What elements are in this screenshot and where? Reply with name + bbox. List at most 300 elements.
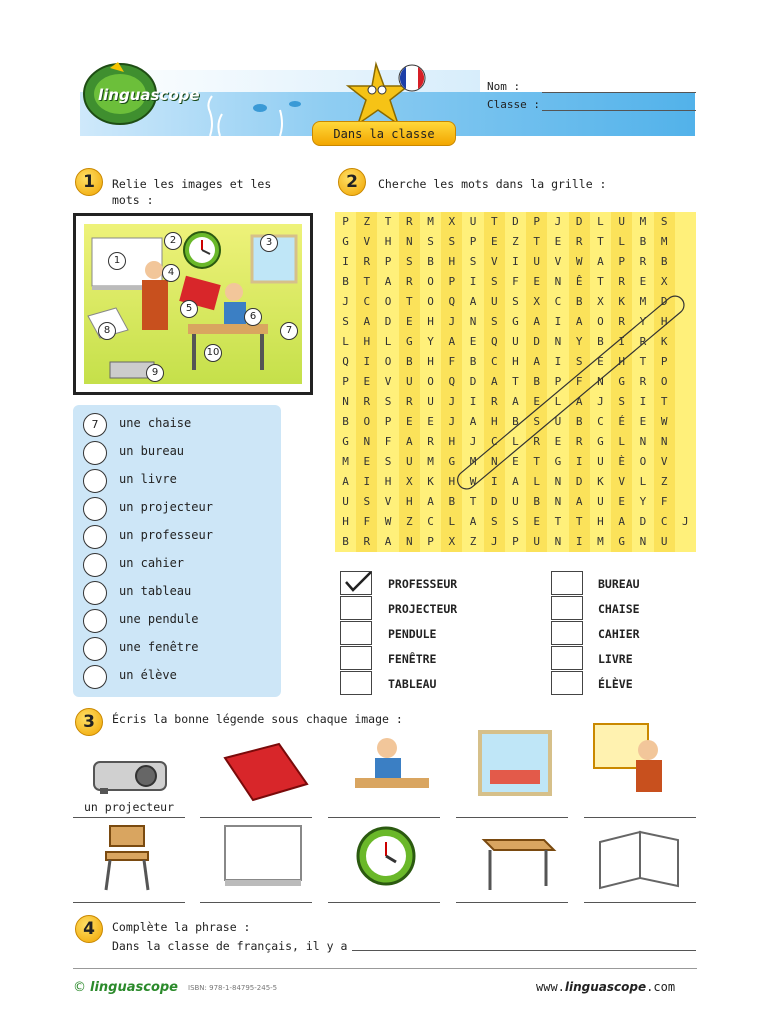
- grid-letter[interactable]: I: [618, 335, 625, 348]
- grid-letter[interactable]: R: [639, 255, 647, 268]
- grid-letter[interactable]: Q: [490, 335, 498, 348]
- grid-letter[interactable]: U: [554, 415, 562, 428]
- grid-letter[interactable]: K: [427, 475, 434, 488]
- grid-letter[interactable]: O: [427, 295, 434, 308]
- grid-letter[interactable]: G: [342, 435, 349, 448]
- grid-letter[interactable]: D: [575, 215, 583, 228]
- grid-letter[interactable]: V: [660, 455, 668, 468]
- grid-letter[interactable]: T: [597, 275, 604, 288]
- grid-letter[interactable]: T: [597, 235, 604, 248]
- grid-letter[interactable]: L: [597, 215, 604, 228]
- grid-letter[interactable]: S: [490, 315, 498, 328]
- grid-letter[interactable]: O: [660, 375, 668, 388]
- grid-letter[interactable]: T: [575, 515, 583, 528]
- grid-letter[interactable]: R: [406, 275, 413, 288]
- grid-letter[interactable]: N: [342, 395, 349, 408]
- grid-letter[interactable]: M: [597, 535, 604, 548]
- grid-letter[interactable]: J: [448, 315, 456, 328]
- answer-line[interactable]: [200, 902, 312, 903]
- grid-letter[interactable]: C: [490, 355, 498, 368]
- grid-letter[interactable]: N: [469, 315, 477, 328]
- grid-letter[interactable]: S: [533, 415, 541, 428]
- grid-letter[interactable]: R: [575, 235, 583, 248]
- grid-letter[interactable]: I: [490, 475, 498, 488]
- answer-line[interactable]: [200, 817, 312, 818]
- answer-line[interactable]: [73, 902, 185, 903]
- grid-letter[interactable]: P: [384, 255, 392, 268]
- answer-line[interactable]: [328, 817, 440, 818]
- grid-letter[interactable]: J: [597, 395, 604, 408]
- word-checkbox[interactable]: [551, 671, 583, 695]
- grid-letter[interactable]: N: [660, 435, 668, 448]
- grid-letter[interactable]: E: [533, 275, 541, 288]
- grid-letter[interactable]: J: [448, 415, 456, 428]
- grid-letter[interactable]: P: [660, 355, 668, 368]
- grid-letter[interactable]: U: [342, 495, 349, 508]
- grid-letter[interactable]: L: [554, 395, 562, 408]
- grid-letter[interactable]: I: [639, 395, 647, 408]
- grid-letter[interactable]: P: [448, 275, 456, 288]
- grid-letter[interactable]: A: [575, 495, 583, 508]
- grid-letter[interactable]: P: [554, 375, 562, 388]
- grid-letter[interactable]: Z: [469, 535, 477, 548]
- grid-letter[interactable]: T: [554, 515, 562, 528]
- grid-letter[interactable]: B: [575, 295, 583, 308]
- grid-letter[interactable]: I: [554, 355, 562, 368]
- grid-letter[interactable]: A: [512, 475, 519, 488]
- grid-letter[interactable]: U: [660, 535, 668, 548]
- grid-letter[interactable]: E: [469, 335, 477, 348]
- grid-letter[interactable]: A: [406, 435, 413, 448]
- grid-letter[interactable]: M: [342, 455, 349, 468]
- grid-letter[interactable]: D: [533, 335, 541, 348]
- grid-letter[interactable]: Y: [575, 335, 583, 348]
- grid-letter[interactable]: Z: [363, 215, 371, 228]
- grid-letter[interactable]: A: [490, 375, 498, 388]
- grid-letter[interactable]: U: [533, 535, 541, 548]
- grid-letter[interactable]: Z: [512, 235, 519, 248]
- grid-letter[interactable]: N: [639, 535, 647, 548]
- grid-letter[interactable]: D: [575, 475, 583, 488]
- grid-letter[interactable]: V: [490, 255, 498, 268]
- word-checkbox[interactable]: [340, 571, 372, 595]
- grid-letter[interactable]: W: [469, 475, 477, 488]
- grid-letter[interactable]: R: [618, 275, 625, 288]
- grid-letter[interactable]: E: [406, 415, 413, 428]
- grid-letter[interactable]: O: [384, 355, 392, 368]
- grid-letter[interactable]: L: [342, 335, 349, 348]
- grid-letter[interactable]: A: [575, 315, 583, 328]
- grid-letter[interactable]: B: [639, 235, 647, 248]
- grid-letter[interactable]: X: [448, 215, 456, 228]
- grid-letter[interactable]: N: [554, 335, 562, 348]
- grid-letter[interactable]: T: [406, 295, 413, 308]
- grid-letter[interactable]: L: [448, 515, 456, 528]
- answer-circle[interactable]: 7: [83, 413, 107, 437]
- grid-letter[interactable]: V: [554, 255, 562, 268]
- grid-letter[interactable]: D: [384, 315, 392, 328]
- grid-letter[interactable]: J: [554, 215, 562, 228]
- grid-letter[interactable]: T: [639, 355, 647, 368]
- grid-letter[interactable]: U: [512, 335, 519, 348]
- grid-letter[interactable]: C: [363, 295, 371, 308]
- answer-line[interactable]: [73, 817, 185, 818]
- grid-letter[interactable]: X: [406, 475, 413, 488]
- grid-letter[interactable]: U: [427, 395, 434, 408]
- grid-letter[interactable]: G: [597, 435, 604, 448]
- grid-letter[interactable]: G: [554, 455, 562, 468]
- grid-letter[interactable]: R: [533, 435, 541, 448]
- grid-letter[interactable]: W: [660, 415, 668, 428]
- grid-letter[interactable]: R: [363, 255, 371, 268]
- grid-letter[interactable]: S: [490, 275, 498, 288]
- grid-letter[interactable]: S: [448, 235, 456, 248]
- grid-letter[interactable]: S: [490, 515, 498, 528]
- grid-letter[interactable]: R: [575, 435, 583, 448]
- grid-letter[interactable]: W: [384, 515, 392, 528]
- answer-circle[interactable]: [83, 441, 107, 465]
- word-search-grid[interactable]: [335, 212, 696, 552]
- grid-letter[interactable]: T: [384, 215, 392, 228]
- answer-line[interactable]: [456, 817, 568, 818]
- grid-letter[interactable]: P: [342, 375, 349, 388]
- grid-letter[interactable]: S: [618, 395, 625, 408]
- grid-letter[interactable]: P: [533, 215, 541, 228]
- grid-letter[interactable]: A: [618, 515, 625, 528]
- grid-letter[interactable]: E: [533, 515, 541, 528]
- grid-letter[interactable]: G: [618, 535, 625, 548]
- grid-letter[interactable]: E: [406, 315, 413, 328]
- answer-line[interactable]: [584, 817, 696, 818]
- grid-letter[interactable]: H: [384, 475, 392, 488]
- word-checkbox[interactable]: [340, 646, 372, 670]
- grid-letter[interactable]: R: [406, 395, 413, 408]
- grid-letter[interactable]: U: [597, 455, 604, 468]
- grid-letter[interactable]: B: [406, 355, 413, 368]
- grid-letter[interactable]: I: [554, 315, 562, 328]
- grid-letter[interactable]: N: [554, 535, 562, 548]
- grid-letter[interactable]: L: [384, 335, 392, 348]
- grid-letter[interactable]: A: [533, 355, 541, 368]
- grid-letter[interactable]: Q: [448, 375, 456, 388]
- grid-letter[interactable]: O: [597, 315, 604, 328]
- grid-letter[interactable]: T: [469, 495, 477, 508]
- grid-letter[interactable]: A: [469, 295, 477, 308]
- grid-letter[interactable]: E: [512, 455, 519, 468]
- grid-letter[interactable]: F: [384, 435, 392, 448]
- grid-letter[interactable]: P: [342, 215, 349, 228]
- answer-circle[interactable]: [83, 581, 107, 605]
- grid-letter[interactable]: G: [618, 375, 625, 388]
- grid-letter[interactable]: X: [597, 295, 604, 308]
- answer-circle[interactable]: [83, 665, 107, 689]
- grid-letter[interactable]: R: [639, 335, 647, 348]
- grid-letter[interactable]: A: [342, 475, 349, 488]
- grid-letter[interactable]: H: [427, 355, 434, 368]
- grid-letter[interactable]: F: [660, 495, 668, 508]
- grid-letter[interactable]: B: [533, 495, 541, 508]
- grid-letter[interactable]: J: [469, 435, 477, 448]
- grid-letter[interactable]: A: [469, 415, 477, 428]
- grid-letter[interactable]: X: [660, 275, 668, 288]
- grid-letter[interactable]: A: [533, 315, 541, 328]
- grid-letter[interactable]: D: [639, 515, 647, 528]
- grid-letter[interactable]: N: [406, 235, 413, 248]
- grid-letter[interactable]: K: [618, 295, 625, 308]
- grid-letter[interactable]: C: [660, 515, 668, 528]
- grid-letter[interactable]: L: [618, 435, 625, 448]
- grid-letter[interactable]: D: [512, 215, 519, 228]
- grid-letter[interactable]: P: [427, 535, 434, 548]
- grid-letter[interactable]: N: [639, 435, 647, 448]
- grid-letter[interactable]: C: [554, 295, 562, 308]
- grid-letter[interactable]: Z: [406, 515, 413, 528]
- grid-letter[interactable]: H: [512, 355, 519, 368]
- grid-letter[interactable]: C: [490, 435, 498, 448]
- grid-letter[interactable]: T: [533, 455, 541, 468]
- grid-letter[interactable]: R: [490, 395, 498, 408]
- website-link[interactable]: [536, 980, 675, 994]
- grid-letter[interactable]: E: [533, 395, 541, 408]
- grid-letter[interactable]: S: [469, 255, 477, 268]
- word-checkbox[interactable]: [551, 596, 583, 620]
- grid-letter[interactable]: B: [469, 355, 477, 368]
- word-checkbox[interactable]: [551, 621, 583, 645]
- grid-letter[interactable]: U: [618, 215, 625, 228]
- grid-letter[interactable]: U: [490, 295, 498, 308]
- answer-circle[interactable]: [83, 469, 107, 493]
- grid-letter[interactable]: B: [342, 415, 349, 428]
- grid-letter[interactable]: S: [406, 255, 413, 268]
- grid-letter[interactable]: P: [384, 415, 392, 428]
- grid-letter[interactable]: T: [363, 275, 371, 288]
- grid-letter[interactable]: A: [384, 535, 392, 548]
- grid-letter[interactable]: S: [512, 295, 519, 308]
- grid-letter[interactable]: O: [384, 295, 392, 308]
- grid-letter[interactable]: É: [618, 415, 625, 428]
- grid-letter[interactable]: B: [342, 275, 349, 288]
- grid-letter[interactable]: Y: [639, 315, 647, 328]
- grid-letter[interactable]: K: [660, 335, 668, 348]
- grid-letter[interactable]: Y: [427, 335, 434, 348]
- grid-letter[interactable]: S: [384, 395, 392, 408]
- grid-letter[interactable]: N: [554, 475, 562, 488]
- grid-letter[interactable]: H: [363, 335, 371, 348]
- grid-letter[interactable]: L: [512, 435, 519, 448]
- grid-letter[interactable]: P: [512, 535, 519, 548]
- grid-letter[interactable]: N: [363, 435, 371, 448]
- grid-letter[interactable]: A: [384, 275, 392, 288]
- grid-letter[interactable]: D: [490, 495, 498, 508]
- grid-letter[interactable]: I: [575, 535, 583, 548]
- grid-letter[interactable]: B: [342, 535, 349, 548]
- grid-letter[interactable]: N: [597, 375, 604, 388]
- grid-letter[interactable]: C: [427, 515, 434, 528]
- grid-letter[interactable]: Z: [660, 475, 668, 488]
- grid-letter[interactable]: W: [575, 255, 583, 268]
- grid-letter[interactable]: I: [342, 255, 349, 268]
- grid-letter[interactable]: Q: [342, 355, 349, 368]
- grid-letter[interactable]: S: [575, 355, 583, 368]
- answer-circle[interactable]: [83, 637, 107, 661]
- grid-letter[interactable]: E: [639, 275, 647, 288]
- grid-letter[interactable]: M: [469, 455, 477, 468]
- grid-letter[interactable]: F: [575, 375, 583, 388]
- grid-letter[interactable]: E: [618, 495, 625, 508]
- grid-letter[interactable]: A: [469, 515, 477, 528]
- grid-letter[interactable]: G: [448, 455, 456, 468]
- grid-letter[interactable]: R: [363, 395, 371, 408]
- grid-letter[interactable]: S: [512, 515, 519, 528]
- grid-letter[interactable]: J: [448, 395, 456, 408]
- grid-letter[interactable]: R: [618, 315, 625, 328]
- grid-letter[interactable]: B: [597, 335, 604, 348]
- grid-letter[interactable]: D: [660, 295, 668, 308]
- grid-letter[interactable]: H: [660, 315, 668, 328]
- grid-letter[interactable]: H: [384, 235, 392, 248]
- grid-letter[interactable]: Q: [448, 295, 456, 308]
- answer-circle[interactable]: [83, 553, 107, 577]
- name-field-line[interactable]: [542, 92, 696, 93]
- word-checkbox[interactable]: [340, 621, 372, 645]
- grid-letter[interactable]: E: [554, 235, 562, 248]
- grid-letter[interactable]: H: [597, 515, 604, 528]
- grid-letter[interactable]: L: [639, 475, 647, 488]
- grid-letter[interactable]: F: [448, 355, 456, 368]
- grid-letter[interactable]: N: [490, 455, 498, 468]
- grid-letter[interactable]: S: [384, 455, 392, 468]
- grid-letter[interactable]: L: [533, 475, 541, 488]
- grid-letter[interactable]: T: [660, 395, 668, 408]
- grid-letter[interactable]: V: [618, 475, 625, 488]
- grid-letter[interactable]: C: [597, 415, 604, 428]
- grid-letter[interactable]: A: [575, 395, 583, 408]
- grid-letter[interactable]: H: [448, 435, 456, 448]
- grid-letter[interactable]: U: [469, 215, 477, 228]
- grid-letter[interactable]: K: [597, 475, 604, 488]
- grid-letter[interactable]: F: [512, 275, 519, 288]
- grid-letter[interactable]: H: [448, 255, 456, 268]
- grid-letter[interactable]: A: [597, 255, 604, 268]
- grid-letter[interactable]: A: [427, 495, 434, 508]
- grid-letter[interactable]: S: [660, 215, 668, 228]
- grid-letter[interactable]: R: [406, 215, 413, 228]
- grid-letter[interactable]: J: [342, 295, 349, 308]
- grid-letter[interactable]: T: [490, 215, 498, 228]
- grid-letter[interactable]: M: [427, 455, 434, 468]
- grid-letter[interactable]: T: [533, 235, 541, 248]
- grid-letter[interactable]: S: [363, 495, 371, 508]
- grid-letter[interactable]: B: [448, 495, 456, 508]
- grid-letter[interactable]: H: [427, 315, 434, 328]
- grid-letter[interactable]: O: [639, 455, 647, 468]
- grid-letter[interactable]: N: [554, 275, 562, 288]
- grid-letter[interactable]: A: [448, 335, 456, 348]
- grid-letter[interactable]: N: [406, 535, 413, 548]
- grid-letter[interactable]: N: [554, 495, 562, 508]
- grid-letter[interactable]: V: [363, 235, 371, 248]
- grid-letter[interactable]: B: [427, 255, 434, 268]
- grid-letter[interactable]: E: [554, 435, 562, 448]
- grid-letter[interactable]: H: [618, 355, 625, 368]
- class-field-line[interactable]: [542, 110, 696, 111]
- grid-letter[interactable]: S: [342, 315, 349, 328]
- grid-letter[interactable]: I: [363, 355, 371, 368]
- grid-letter[interactable]: H: [342, 515, 349, 528]
- grid-letter[interactable]: Ê: [575, 275, 583, 288]
- grid-letter[interactable]: O: [427, 375, 434, 388]
- grid-letter[interactable]: U: [512, 495, 519, 508]
- sentence-answer-line[interactable]: [352, 950, 696, 951]
- grid-letter[interactable]: A: [512, 395, 519, 408]
- word-checkbox[interactable]: [340, 671, 372, 695]
- grid-letter[interactable]: E: [363, 375, 371, 388]
- grid-letter[interactable]: I: [575, 455, 583, 468]
- grid-letter[interactable]: I: [469, 275, 477, 288]
- grid-letter[interactable]: V: [384, 375, 392, 388]
- grid-letter[interactable]: L: [618, 235, 625, 248]
- grid-letter[interactable]: X: [448, 535, 456, 548]
- grid-letter[interactable]: O: [427, 275, 434, 288]
- grid-letter[interactable]: A: [363, 315, 371, 328]
- grid-letter[interactable]: H: [448, 475, 456, 488]
- grid-letter[interactable]: B: [575, 415, 583, 428]
- grid-letter[interactable]: O: [363, 415, 371, 428]
- answer-line[interactable]: [584, 902, 696, 903]
- grid-letter[interactable]: F: [363, 515, 371, 528]
- answer-circle[interactable]: [83, 525, 107, 549]
- grid-letter[interactable]: Y: [639, 495, 647, 508]
- grid-letter[interactable]: U: [406, 455, 413, 468]
- grid-letter[interactable]: S: [427, 235, 434, 248]
- grid-letter[interactable]: E: [639, 415, 647, 428]
- grid-letter[interactable]: V: [384, 495, 392, 508]
- grid-letter[interactable]: X: [533, 295, 541, 308]
- grid-letter[interactable]: G: [512, 315, 519, 328]
- grid-letter[interactable]: H: [406, 495, 413, 508]
- grid-letter[interactable]: E: [427, 415, 434, 428]
- grid-letter[interactable]: U: [406, 375, 413, 388]
- grid-letter[interactable]: U: [597, 495, 604, 508]
- grid-letter[interactable]: G: [406, 335, 413, 348]
- grid-letter[interactable]: J: [490, 535, 498, 548]
- grid-letter[interactable]: B: [660, 255, 668, 268]
- grid-letter[interactable]: T: [512, 375, 519, 388]
- grid-letter[interactable]: B: [533, 375, 541, 388]
- grid-letter[interactable]: E: [363, 455, 371, 468]
- answer-circle[interactable]: [83, 497, 107, 521]
- answer-line[interactable]: [328, 902, 440, 903]
- grid-letter[interactable]: B: [512, 415, 519, 428]
- grid-letter[interactable]: È: [618, 455, 625, 468]
- grid-letter[interactable]: R: [427, 435, 434, 448]
- grid-letter[interactable]: P: [469, 235, 477, 248]
- grid-letter[interactable]: E: [490, 235, 498, 248]
- grid-letter[interactable]: H: [490, 415, 498, 428]
- grid-letter[interactable]: U: [533, 255, 541, 268]
- grid-letter[interactable]: E: [597, 355, 604, 368]
- grid-letter[interactable]: P: [618, 255, 625, 268]
- grid-letter[interactable]: M: [660, 235, 668, 248]
- word-checkbox[interactable]: [551, 646, 583, 670]
- word-checkbox[interactable]: [551, 571, 583, 595]
- grid-letter[interactable]: R: [363, 535, 371, 548]
- word-checkbox[interactable]: [340, 596, 372, 620]
- grid-letter[interactable]: G: [342, 235, 349, 248]
- grid-letter[interactable]: M: [427, 215, 434, 228]
- grid-letter[interactable]: I: [363, 475, 371, 488]
- answer-circle[interactable]: [83, 609, 107, 633]
